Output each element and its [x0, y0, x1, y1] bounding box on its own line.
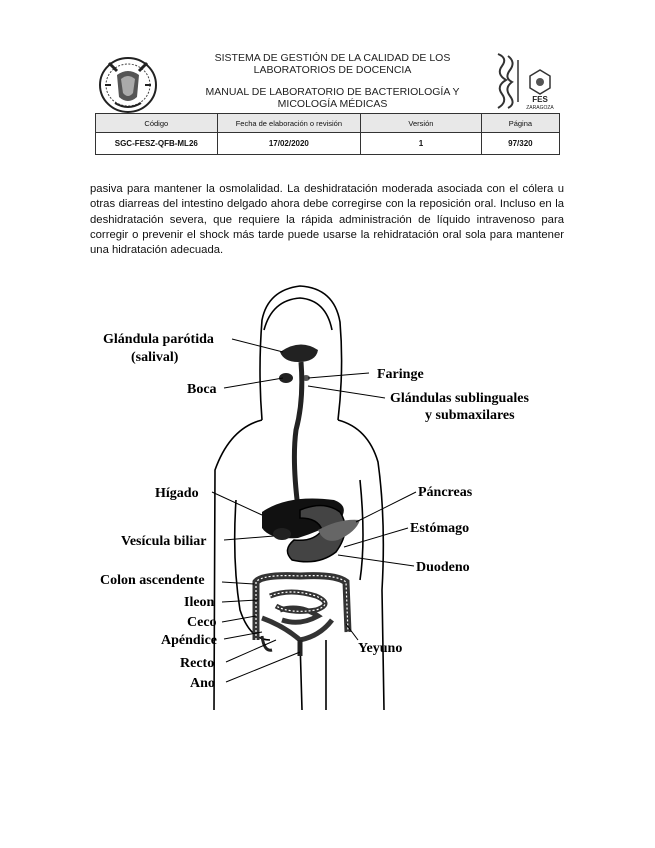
label-pancreas: Páncreas: [418, 485, 473, 500]
label-ascending-colon: Colon ascendente: [100, 573, 205, 588]
label-duodenum: Duodeno: [416, 560, 470, 575]
label-pharynx: Faringe: [377, 367, 424, 382]
intestines: [256, 576, 348, 640]
system-title: SISTEMA DE GESTIÓN DE LA CALIDAD DE LOS LABORATORIOS DE DOCENCIA: [214, 52, 451, 76]
svg-text:FES: FES: [532, 95, 548, 104]
label-liver: Hígado: [155, 486, 199, 501]
esophagus: [294, 362, 301, 508]
label-mouth: Boca: [187, 382, 217, 397]
appendix: [262, 636, 272, 650]
code-header: Código: [96, 114, 218, 133]
date-value: 17/02/2020: [217, 133, 361, 155]
label-ileum: Ileon: [184, 595, 215, 610]
label-cecum: Ceco: [187, 615, 217, 630]
label-parotid-salival: (salival): [131, 350, 179, 365]
label-stomach: Estómago: [410, 521, 470, 536]
label-appendix: Apéndice: [161, 633, 217, 648]
label-anus: Ano: [190, 676, 215, 691]
code-value: SGC-FESZ-QFB-ML26: [96, 133, 218, 155]
page-value: 97/320: [481, 133, 559, 155]
version-value: 1: [361, 133, 482, 155]
date-header: Fecha de elaboración o revisión: [217, 114, 361, 133]
label-rectum: Recto: [180, 656, 215, 671]
label-gallbladder: Vesícula biliar: [121, 534, 207, 549]
manual-title: MANUAL DE LABORATORIO DE BACTERIOLOGÍA Y MICOLOGÍA MÉDICAS: [205, 86, 460, 110]
label-parotid: Glándula parótida: [103, 332, 214, 347]
body-paragraph: pasiva para mantener la osmolalidad. La deshidratación moderada asociada con el cólera u otras diarreas del intestino delgado ahora debe corregirse con la reposición oral. Incluso en la deshidratación severa, que requiere la rápida administración de líquido intravenoso para corregir o prevenir el shock más tarde puede usarse la rehidratación oral sola para mantener una hidratación adecuada.: [90, 183, 564, 257]
version-header: Versión: [361, 114, 482, 133]
label-jejunum: Yeyuno: [358, 641, 403, 656]
label-submaxillary-glands: y submaxilares: [425, 408, 515, 423]
label-sublingual-glands: Glándulas sublinguales: [390, 391, 529, 406]
svg-text:ZARAGOZA: ZARAGOZA: [526, 105, 554, 110]
gallbladder: [273, 528, 291, 540]
page-header: Página: [481, 114, 559, 133]
